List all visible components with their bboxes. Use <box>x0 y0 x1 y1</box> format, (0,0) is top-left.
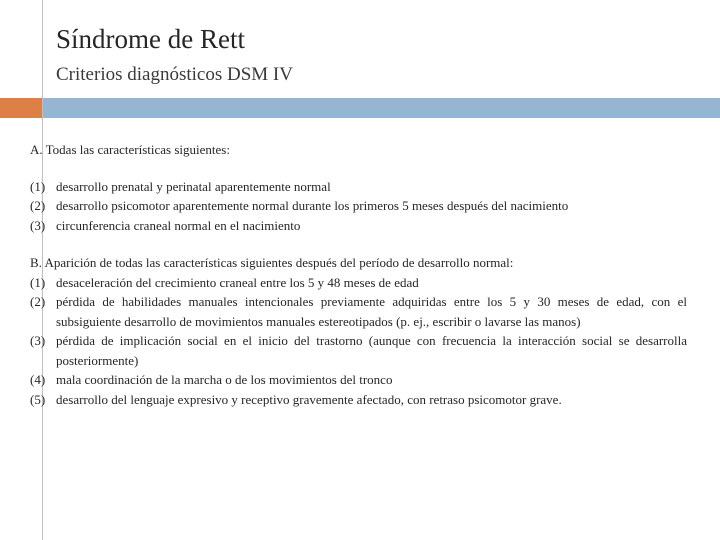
item-number: (5) <box>30 391 46 407</box>
list-item <box>30 331 687 370</box>
criteria-content <box>30 140 687 409</box>
list-item <box>30 196 687 216</box>
list-item <box>30 177 687 197</box>
item-number: (3) <box>30 217 46 233</box>
item-number: (2) <box>30 198 46 213</box>
item-number: (3) <box>30 333 46 348</box>
accent-bar-blue <box>43 98 720 118</box>
section-b-list <box>30 273 687 410</box>
criteria-section-a <box>30 140 687 235</box>
section-a-list <box>30 177 687 236</box>
item-text: desarrollo del lenguaje expresivo y receptivo gravemente afectado, con retraso psicomotor grave. <box>56 391 562 407</box>
item-text: circunferencia craneal normal en el nacimiento <box>56 217 301 233</box>
list-item <box>30 292 687 331</box>
item-text: pérdida de implicación social en el inicio del trastorno (aunque con frecuencia la interacción social se desarrolla posteriormente) <box>56 333 687 368</box>
list-item <box>30 273 687 293</box>
item-number: (1) <box>30 178 46 194</box>
item-text: pérdida de habilidades manuales intencionales previamente adquiridas entre los 5 y 30 meses de edad, con el subsiguiente desarrollo de movimientos manuales estereotipados (p. ej., escribir o lavarse las manos) <box>56 294 687 329</box>
item-text: desarrollo prenatal y perinatal aparentemente normal <box>56 178 331 194</box>
slide-title: Síndrome de Rett <box>56 24 245 54</box>
item-text: mala coordinación de la marcha o de los movimientos del tronco <box>56 372 393 387</box>
item-text: desarrollo psicomotor aparentemente normal durante los primeros 5 meses después del nacimiento <box>56 198 569 213</box>
slide-subtitle: Criterios diagnósticos DSM IV <box>56 64 293 85</box>
list-item <box>30 216 687 236</box>
section-b-heading: B. Aparición de todas las características siguientes después del período de desarrollo normal: <box>30 255 514 270</box>
list-item <box>30 390 687 410</box>
section-a-heading: A. Todas las características siguientes: <box>30 142 230 157</box>
list-item <box>30 370 687 390</box>
item-number: (1) <box>30 274 46 290</box>
criteria-section-b <box>30 253 687 409</box>
item-text: desaceleración del crecimiento craneal entre los 5 y 48 meses de edad <box>56 274 419 290</box>
item-number: (4) <box>30 372 46 387</box>
item-number: (2) <box>30 294 46 309</box>
accent-bar-orange <box>0 98 42 118</box>
